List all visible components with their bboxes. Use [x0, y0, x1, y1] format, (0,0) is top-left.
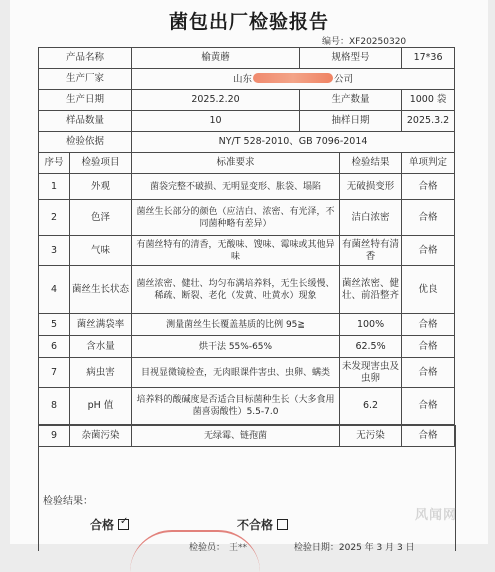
- manufacturer-value: [132, 69, 455, 90]
- row-judgement: 合格: [402, 236, 455, 266]
- report-paper: [10, 0, 488, 553]
- row-judgement: 合格: [402, 358, 455, 388]
- inspector-signature: 王**: [229, 543, 248, 553]
- row-item: 外观: [70, 174, 132, 200]
- spec-label: 规格型号: [300, 48, 402, 69]
- row-standard: 培养料的酸碱度是否适合目标菌种生长（大多食用菌喜弱酸性）5.5-7.0: [132, 388, 340, 425]
- row-standard: 目视显微镜检查，无肉眼课件害虫、虫卵、螨类: [132, 358, 340, 388]
- row-standard: 有菌丝特有的清香，无酸味、馊味、霉味或其他异味: [132, 236, 340, 266]
- row-judgement: 合格: [402, 425, 455, 447]
- header-standard: 标准要求: [132, 153, 340, 174]
- inspection-date-label: 检验日期：: [293, 543, 339, 553]
- row-judgement: 合格: [402, 314, 455, 336]
- table-row: [39, 200, 455, 236]
- check-icon: ✓: [120, 516, 129, 527]
- info-row-sample: [39, 111, 455, 132]
- row-judgement: 合格: [402, 388, 455, 425]
- row-result: 无破损变形: [340, 174, 402, 200]
- row-judgement: 合格: [402, 174, 455, 200]
- row-no: 1: [39, 174, 70, 200]
- product-name-value: 榆黄蘑: [132, 48, 300, 69]
- table-row: [39, 388, 455, 425]
- production-date-value: 2025.2.20: [132, 90, 300, 111]
- row-item: 菌丝生长状态: [70, 266, 132, 314]
- fail-checkbox: [277, 519, 288, 530]
- watermark: 风闻网: [415, 508, 458, 523]
- manufacturer-label: 生产厂家: [39, 69, 132, 90]
- info-row-manufacturer: [39, 69, 455, 90]
- row-item: 色泽: [70, 200, 132, 236]
- row-result: 未发现害虫及虫卵: [340, 358, 402, 388]
- redaction-mark: [253, 73, 333, 83]
- row-standard: 菌丝浓密、健壮、均匀布满培养料，无生长缓慢、稀疏、断裂、老化（发黄、吐黄水）现象: [132, 266, 340, 314]
- report-title: 菌包出厂检验报告: [168, 11, 329, 33]
- info-row-basis: [39, 132, 455, 153]
- row-no: 2: [39, 200, 70, 236]
- table-row: [39, 266, 455, 314]
- header-no: 序号: [39, 153, 70, 174]
- basis-label: 检验依据: [39, 132, 132, 153]
- table-row: [39, 174, 455, 200]
- sample-qty-label: 样品数量: [39, 111, 132, 132]
- row-no: 5: [39, 314, 70, 336]
- conclusion-section: [38, 425, 456, 551]
- serial-number: 编号：XF20250320: [322, 37, 407, 47]
- row-no: 7: [39, 358, 70, 388]
- row-result: 100%: [340, 314, 402, 336]
- row-item: 杂菌污染: [70, 425, 132, 447]
- row-judgement: 优良: [402, 266, 455, 314]
- pass-label: 合格: [90, 518, 115, 532]
- pass-checkbox: [118, 516, 129, 530]
- row-result: 6.2: [340, 388, 402, 425]
- sampling-date-value: 2025.3.2: [402, 111, 455, 132]
- company-stamp: [130, 530, 260, 572]
- fail-label: 不合格: [237, 518, 274, 532]
- row-standard: 无绿霉、链孢菌: [132, 425, 340, 447]
- row-judgement: 合格: [402, 200, 455, 236]
- row-no: 9: [39, 425, 70, 447]
- manufacturer-suffix: 公司: [334, 73, 354, 85]
- fail-option: [237, 516, 288, 533]
- row-result: 菌丝浓密、健壮、前沿整齐: [340, 266, 402, 314]
- row-no: 4: [39, 266, 70, 314]
- quantity-label: 生产数量: [300, 90, 402, 111]
- row-standard: 菌丝生长部分的颜色（应洁白、浓密、有光泽，不同菌种略有差异）: [132, 200, 340, 236]
- row-item: pH 值: [70, 388, 132, 425]
- conclusion-label: 检验结果：: [43, 496, 93, 507]
- pass-option: [90, 516, 129, 533]
- row-no: 6: [39, 336, 70, 358]
- inspection-date-value: 2025 年 3 月 3 日: [338, 543, 415, 553]
- basis-value: NY/T 528-2010、GB 7096-2014: [132, 132, 455, 153]
- row-item: 含水量: [70, 336, 132, 358]
- row-standard: 烘干法 55%-65%: [132, 336, 340, 358]
- manufacturer-prefix: 山东: [233, 73, 253, 85]
- row-item: 病虫害: [70, 358, 132, 388]
- row-standard: 测量菌丝生长覆盖基质的比例 95≧: [132, 314, 340, 336]
- row-result: 无污染: [340, 425, 402, 447]
- product-name-label: 产品名称: [39, 48, 132, 69]
- row-no: 3: [39, 236, 70, 266]
- table-row: [39, 236, 455, 266]
- row-result: 62.5%: [340, 336, 402, 358]
- sampling-date-label: 抽样日期: [300, 111, 402, 132]
- quantity-value: 1000 袋: [402, 90, 455, 111]
- inspector-label: 检验员：: [189, 543, 226, 553]
- header-judgement: 单项判定: [402, 153, 455, 174]
- row-judgement: 合格: [402, 336, 455, 358]
- header-item: 检验项目: [70, 153, 132, 174]
- row-result: 有菌丝特有清香: [340, 236, 402, 266]
- row-standard: 菌袋完整不破损、无明显变形、胀袋、塌陷: [132, 174, 340, 200]
- table-header-row: [39, 153, 455, 174]
- info-row-product: [39, 48, 455, 69]
- spec-value: 17*36: [402, 48, 455, 69]
- sample-qty-value: 10: [132, 111, 300, 132]
- production-date-label: 生产日期: [39, 90, 132, 111]
- info-row-production: [39, 90, 455, 111]
- header-result: 检验结果: [340, 153, 402, 174]
- table-row: [39, 358, 455, 388]
- row-item: 气味: [70, 236, 132, 266]
- row-no: 8: [39, 388, 70, 425]
- table-row: [39, 336, 455, 358]
- row-result: 洁白浓密: [340, 200, 402, 236]
- report-table: [38, 47, 455, 447]
- row-item: 菌丝满袋率: [70, 314, 132, 336]
- table-row: [39, 314, 455, 336]
